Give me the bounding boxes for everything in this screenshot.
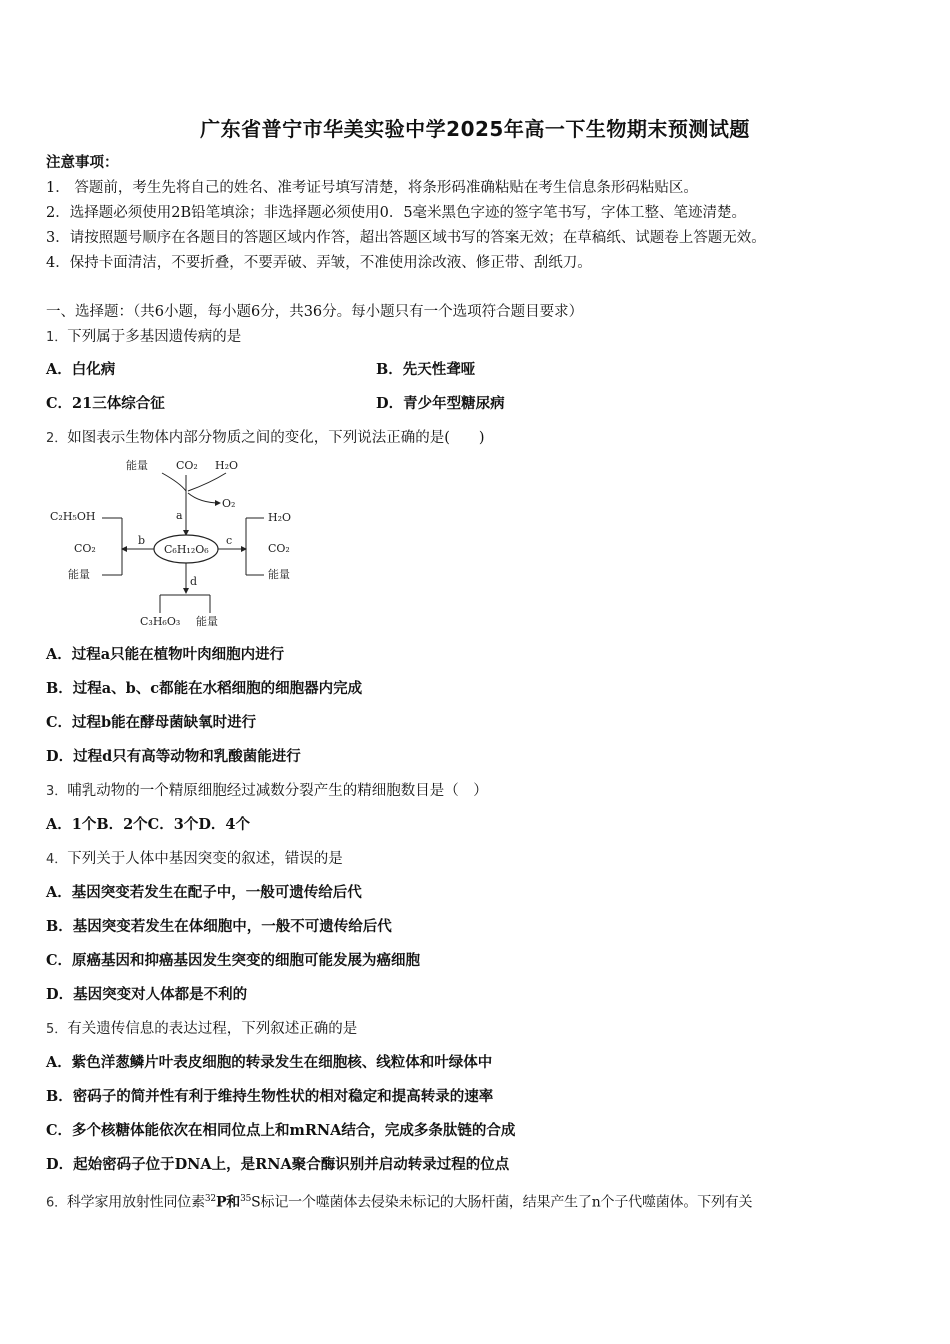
isotope-32-superscript: 32 [204,1194,216,1204]
q2-option-d: D．过程d只有高等动物和乳酸菌能进行 [46,748,301,765]
process-d-label: d [190,575,198,588]
question-number: 5． [46,1022,68,1037]
energy-label: 能量 [126,459,148,472]
energy-arrow-line [162,473,186,491]
question-number: 6． [46,1195,67,1211]
section-heading: 一、选择题：（共6小题，每小题6分，共36分。每小题只有一个选项符合题目要求） [46,304,584,320]
q1-option-d: D．青少年型糖尿病 [376,395,505,412]
metabolism-diagram [40,455,320,635]
q5-option-b: B．密码子的简并性有利于维持生物性状的相对稳定和提高转录的速率 [46,1088,494,1105]
process-b-label: b [138,534,146,547]
lactic-acid-label: C₃H₆O₃ [140,615,181,628]
question-stem: 下列关于人体中基因突变的叙述，错误的是 [67,851,343,867]
question-stem: 如图表示生物体内部分物质之间的变化，下列说法正确的是( ) [67,430,485,446]
question-2 [46,429,485,448]
question-stem-pre: 科学家用放射性同位素 [66,1194,205,1211]
q4-option-d: D．基因突变对人体都是不利的 [46,986,248,1003]
q1-option-b: B．先天性聋哑 [376,361,476,378]
notice-item-2: 2．选择题必须使用2B铅笔填涂；非选择题必须使用0．5毫米黑色字迹的签字笔书写，字体工整、笔迹清楚。 [46,205,747,221]
question-5 [46,1020,357,1039]
q2-option-b: B．过程a、b、c都能在水稻细胞的细胞器内完成 [46,680,363,697]
bottom-energy-label: 能量 [196,615,218,628]
q1-option-a: A．白化病 [46,361,116,378]
question-1 [46,328,241,347]
question-stem: 有关遗传信息的表达过程，下列叙述正确的是 [67,1021,358,1037]
question-number: 2． [46,431,68,446]
o2-arrow [188,493,220,503]
q3-options: A．1个B．2个C．3个D．4个 [46,816,250,833]
question-number: 3． [46,784,68,799]
page-title: 广东省普宁市华美实验中学2025年高一下生物期末预测试题 [200,117,750,141]
question-stem: 下列属于多基因遗传病的是 [67,329,242,345]
o2-label: O₂ [222,497,236,510]
h2o-arrow-line [188,473,226,491]
question-3 [46,782,488,801]
left-co2-label: CO₂ [74,542,96,555]
q5-option-c: C．多个核糖体能依次在相同位点上和mRNA结合，完成多条肽链的合成 [46,1122,516,1139]
notice-heading: 注意事项： [46,154,119,171]
q4-option-a: A．基因突变若发生在配子中，一般可遗传给后代 [46,884,362,901]
right-energy-label: 能量 [268,568,290,581]
h2o-label: H₂O [215,459,239,472]
question-stem-post: S标记一个噬菌体去侵染未标记的大肠杆菌，结果产生了n个子代噬菌体。下列有关 [251,1194,753,1211]
isotope-35-superscript: 35 [240,1194,252,1204]
q4-option-b: B．基因突变若发生在体细胞中，一般不可遗传给后代 [46,918,392,935]
left-energy-label: 能量 [68,568,90,581]
co2-label: CO₂ [176,459,198,472]
notice-item-1: 1． 答题前，考生先将自己的姓名、准考证号填写清楚，将条形码准确粘贴在考生信息条形码粘贴区。 [46,180,698,196]
phosphorus-text: P和 [215,1194,241,1211]
process-c-label: c [226,534,233,547]
question-stem: 哺乳动物的一个精原细胞经过减数分裂产生的精细胞数目是（ ） [67,783,488,799]
ethanol-label: C₂H₅OH [50,510,96,523]
q2-option-a: A．过程a只能在植物叶肉细胞内进行 [46,646,285,663]
process-a-label: a [176,509,183,522]
q1-option-c: C．21三体综合征 [46,395,165,412]
question-4 [46,850,343,869]
q5-option-a: A．紫色洋葱鳞片叶表皮细胞的转录发生在细胞核、线粒体和叶绿体中 [46,1054,493,1071]
question-6 [46,1190,752,1213]
q4-option-c: C．原癌基因和抑癌基因发生突变的细胞可能发展为癌细胞 [46,952,421,969]
question-number: 1． [46,330,68,345]
notice-item-4: 4．保持卡面清洁，不要折叠，不要弄破、弄皱，不准使用涂改液、修正带、刮纸刀。 [46,255,592,271]
q5-option-d: D．起始密码子位于DNA上，是RNA聚合酶识别并启动转录过程的位点 [46,1156,510,1173]
q2-option-c: C．过程b能在酵母菌缺氧时进行 [46,714,257,731]
notice-item-3: 3．请按照题号顺序在各题目的答题区域内作答，超出答题区域书写的答案无效；在草稿纸、试题卷上答题无效。 [46,230,766,246]
right-h2o-label: H₂O [268,511,292,524]
question-number: 4． [46,852,68,867]
glucose-label: C₆H₁₂O₆ [164,543,209,556]
right-co2-label: CO₂ [268,542,290,555]
